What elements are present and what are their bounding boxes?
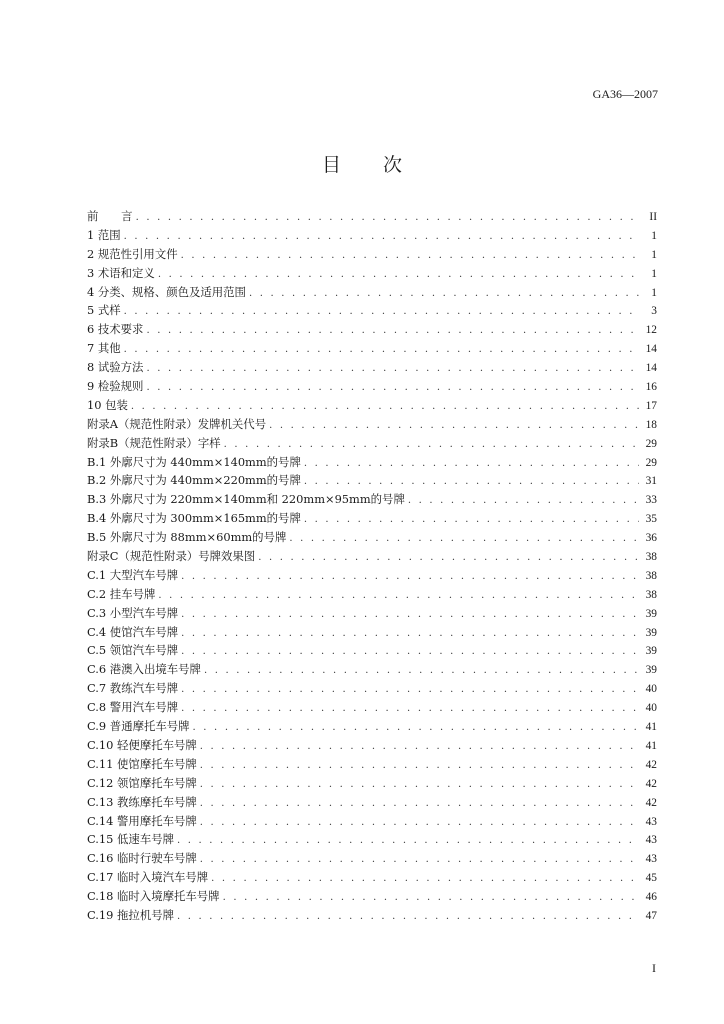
toc-entry[interactable] — [87, 906, 657, 925]
toc-leader-dots — [181, 568, 639, 587]
toc-entry-page: 43 — [645, 815, 657, 828]
toc-entry[interactable] — [87, 623, 657, 642]
toc-leader-dots — [158, 587, 639, 606]
toc-entry[interactable] — [87, 868, 657, 887]
toc-entry-label: B.4 外廓尺寸为 300mm×165mm的号牌 — [87, 511, 301, 526]
toc-entry[interactable] — [87, 301, 657, 320]
toc-entry-page: 41 — [645, 739, 657, 752]
toc-leader-dots — [304, 511, 639, 530]
toc-entry[interactable] — [87, 604, 657, 623]
toc-entry-label: 7 其他 — [87, 341, 121, 356]
toc-entry-label: C.14 警用摩托车号牌 — [87, 813, 197, 828]
toc-leader-dots — [181, 606, 639, 625]
toc-entry-label: 6 技术要求 — [87, 322, 144, 337]
toc-entry-label: C.5 领馆汽车号牌 — [87, 643, 179, 658]
toc-entry-page: 3 — [651, 305, 657, 318]
toc-entry-label: C.17 临时入境汽车号牌 — [87, 870, 209, 885]
toc-entry-label: C.10 轻便摩托车号牌 — [87, 737, 197, 752]
toc-entry-page: 12 — [645, 324, 657, 337]
toc-entry[interactable] — [87, 736, 657, 755]
toc-entry[interactable] — [87, 698, 657, 717]
toc-entry[interactable] — [87, 377, 657, 396]
toc-entry-page: 45 — [645, 872, 657, 885]
toc-entry-label: C.6 港澳入出境车号牌 — [87, 662, 201, 677]
toc-entry-label: 9 检验规则 — [87, 379, 144, 394]
toc-entry[interactable] — [87, 755, 657, 774]
toc-entry-page: 14 — [645, 343, 657, 356]
toc-entry[interactable] — [87, 887, 657, 906]
toc-leader-dots — [181, 643, 639, 662]
toc-leader-dots — [124, 341, 639, 360]
toc-entry-label: 附录B（规范性附录）字样 — [87, 435, 221, 450]
toc-entry-page: 39 — [645, 607, 657, 620]
toc-entry-page: 42 — [645, 758, 657, 771]
toc-entry-page: 39 — [645, 626, 657, 639]
toc-leader-dots — [200, 795, 639, 814]
toc-leader-dots — [408, 492, 639, 511]
toc-entry-page: 42 — [645, 796, 657, 809]
toc-entry-page: II — [649, 211, 657, 223]
toc-title — [0, 150, 724, 177]
toc-entry-page: 18 — [645, 418, 657, 431]
toc-entry-page: 36 — [645, 532, 657, 545]
toc-entry[interactable] — [87, 207, 657, 226]
toc-leader-dots — [136, 209, 639, 228]
toc-title-char-1: 目 — [321, 154, 341, 176]
toc-leader-dots — [146, 360, 639, 379]
toc-entry[interactable] — [87, 320, 657, 339]
toc-entry-page: 39 — [645, 645, 657, 658]
toc-entry[interactable] — [87, 471, 657, 490]
toc-leader-dots — [269, 417, 639, 436]
toc-entry-label: 10 包装 — [87, 397, 128, 412]
toc-leader-dots — [181, 247, 639, 266]
toc-entry-label: C.2 挂车号牌 — [87, 586, 156, 601]
toc-leader-dots — [200, 738, 639, 757]
toc-leader-dots — [289, 530, 639, 549]
toc-entry[interactable] — [87, 283, 657, 302]
toc-entry-page: 39 — [645, 664, 657, 677]
toc-leader-dots — [200, 851, 639, 870]
toc-entry[interactable] — [87, 509, 657, 528]
toc-entry-page: 16 — [645, 381, 657, 394]
toc-entry[interactable] — [87, 585, 657, 604]
document-code: GA36—2007 — [592, 87, 658, 101]
toc-entry[interactable] — [87, 358, 657, 377]
toc-leader-dots — [181, 700, 639, 719]
toc-entry[interactable] — [87, 415, 657, 434]
toc-leader-dots — [146, 379, 639, 398]
toc-entry-page: 47 — [645, 909, 657, 922]
toc-leader-dots — [193, 719, 639, 738]
toc-entry-page: 1 — [651, 229, 657, 242]
toc-entry-label: 8 试验方法 — [87, 360, 144, 375]
toc-entry-page: 38 — [645, 569, 657, 582]
toc-leader-dots — [177, 908, 639, 927]
toc-entry-label: B.2 外廓尺寸为 440mm×220mm的号牌 — [87, 473, 301, 488]
toc-entry-label: C.19 拖拉机号牌 — [87, 907, 174, 922]
toc-entry-page: 14 — [645, 362, 657, 375]
toc-entry[interactable] — [87, 396, 657, 415]
toc-leader-dots — [181, 625, 639, 644]
toc-title-char-2: 次 — [383, 154, 403, 176]
toc-entry[interactable] — [87, 812, 657, 831]
toc-entry[interactable] — [87, 660, 657, 679]
toc-entry-page: 43 — [645, 834, 657, 847]
toc-entry-label: C.7 教练汽车号牌 — [87, 681, 179, 696]
toc-entry[interactable] — [87, 774, 657, 793]
toc-leader-dots — [124, 303, 639, 322]
toc-entry-label: C.8 警用汽车号牌 — [87, 700, 179, 715]
toc-entry-page: 38 — [645, 588, 657, 601]
table-of-contents — [87, 207, 657, 925]
toc-entry-label: 4 分类、规格、颜色及适用范围 — [87, 284, 246, 299]
toc-entry-label: B.3 外廓尺寸为 220mm×140mm和 220mm×95mm的号牌 — [87, 492, 405, 507]
toc-entry[interactable] — [87, 264, 657, 283]
toc-entry[interactable] — [87, 528, 657, 547]
toc-leader-dots — [258, 549, 639, 568]
toc-entry-page: 29 — [645, 437, 657, 450]
toc-entry-label: 3 术语和定义 — [87, 265, 155, 280]
toc-entry[interactable] — [87, 245, 657, 264]
toc-entry-label: 5 式样 — [87, 303, 121, 318]
toc-entry-label: B.5 外廓尺寸为 88mm×60mm的号牌 — [87, 530, 287, 545]
toc-entry-label: 前 言 — [87, 209, 133, 223]
toc-entry-page: 29 — [645, 456, 657, 469]
toc-entry-page: 31 — [645, 475, 657, 488]
toc-entry[interactable] — [87, 717, 657, 736]
toc-entry[interactable] — [87, 793, 657, 812]
toc-leader-dots — [200, 776, 639, 795]
toc-entry-label: C.3 小型汽车号牌 — [87, 605, 179, 620]
toc-entry-label: C.1 大型汽车号牌 — [87, 567, 179, 582]
toc-entry[interactable] — [87, 641, 657, 660]
toc-leader-dots — [146, 322, 639, 341]
toc-entry[interactable] — [87, 339, 657, 358]
toc-entry-label: 附录A（规范性附录）发牌机关代号 — [87, 416, 267, 431]
toc-leader-dots — [200, 757, 639, 776]
toc-entry[interactable] — [87, 566, 657, 585]
toc-entry[interactable] — [87, 434, 657, 453]
toc-entry-page: 40 — [645, 702, 657, 715]
toc-entry-page: 38 — [645, 551, 657, 564]
toc-entry-label: C.12 领馆摩托车号牌 — [87, 775, 197, 790]
toc-entry-page: 46 — [645, 891, 657, 904]
toc-leader-dots — [249, 285, 639, 304]
toc-entry-page: 41 — [645, 721, 657, 734]
toc-entry-page: 1 — [651, 286, 657, 299]
toc-leader-dots — [177, 832, 639, 851]
toc-entry-label: 附录C（规范性附录）号牌效果图 — [87, 549, 256, 564]
toc-entry-label: 2 规范性引用文件 — [87, 246, 178, 261]
toc-entry[interactable] — [87, 679, 657, 698]
toc-entry-page: 17 — [645, 399, 657, 412]
toc-leader-dots — [211, 870, 639, 889]
toc-entry-page: 35 — [645, 513, 657, 526]
toc-entry[interactable] — [87, 490, 657, 509]
toc-entry-label: 1 范围 — [87, 227, 121, 242]
toc-entry[interactable] — [87, 453, 657, 472]
toc-entry-label: C.13 教练摩托车号牌 — [87, 794, 197, 809]
toc-entry[interactable] — [87, 226, 657, 245]
page-number: I — [652, 961, 656, 975]
toc-entry[interactable] — [87, 830, 657, 849]
toc-leader-dots — [204, 662, 639, 681]
toc-entry-page: 43 — [645, 853, 657, 866]
toc-entry-label: C.9 普通摩托车号牌 — [87, 719, 190, 734]
toc-leader-dots — [181, 681, 639, 700]
toc-entry[interactable] — [87, 547, 657, 566]
toc-entry-page: 40 — [645, 683, 657, 696]
toc-leader-dots — [304, 455, 639, 474]
toc-entry-page: 1 — [651, 248, 657, 261]
toc-entry-label: C.11 使馆摩托车号牌 — [87, 756, 197, 771]
toc-entry-page: 42 — [645, 777, 657, 790]
toc-leader-dots — [223, 889, 639, 908]
toc-entry-label: C.18 临时入境摩托车号牌 — [87, 889, 220, 904]
toc-leader-dots — [124, 228, 639, 247]
toc-entry-label: C.15 低速车号牌 — [87, 832, 174, 847]
toc-leader-dots — [200, 814, 639, 833]
toc-entry[interactable] — [87, 849, 657, 868]
toc-entry-label: B.1 外廓尺寸为 440mm×140mm的号牌 — [87, 454, 301, 469]
toc-entry-page: 1 — [651, 267, 657, 280]
toc-entry-page: 33 — [645, 494, 657, 507]
toc-entry-label: C.16 临时行驶车号牌 — [87, 851, 197, 866]
toc-entry-label: C.4 使馆汽车号牌 — [87, 624, 179, 639]
